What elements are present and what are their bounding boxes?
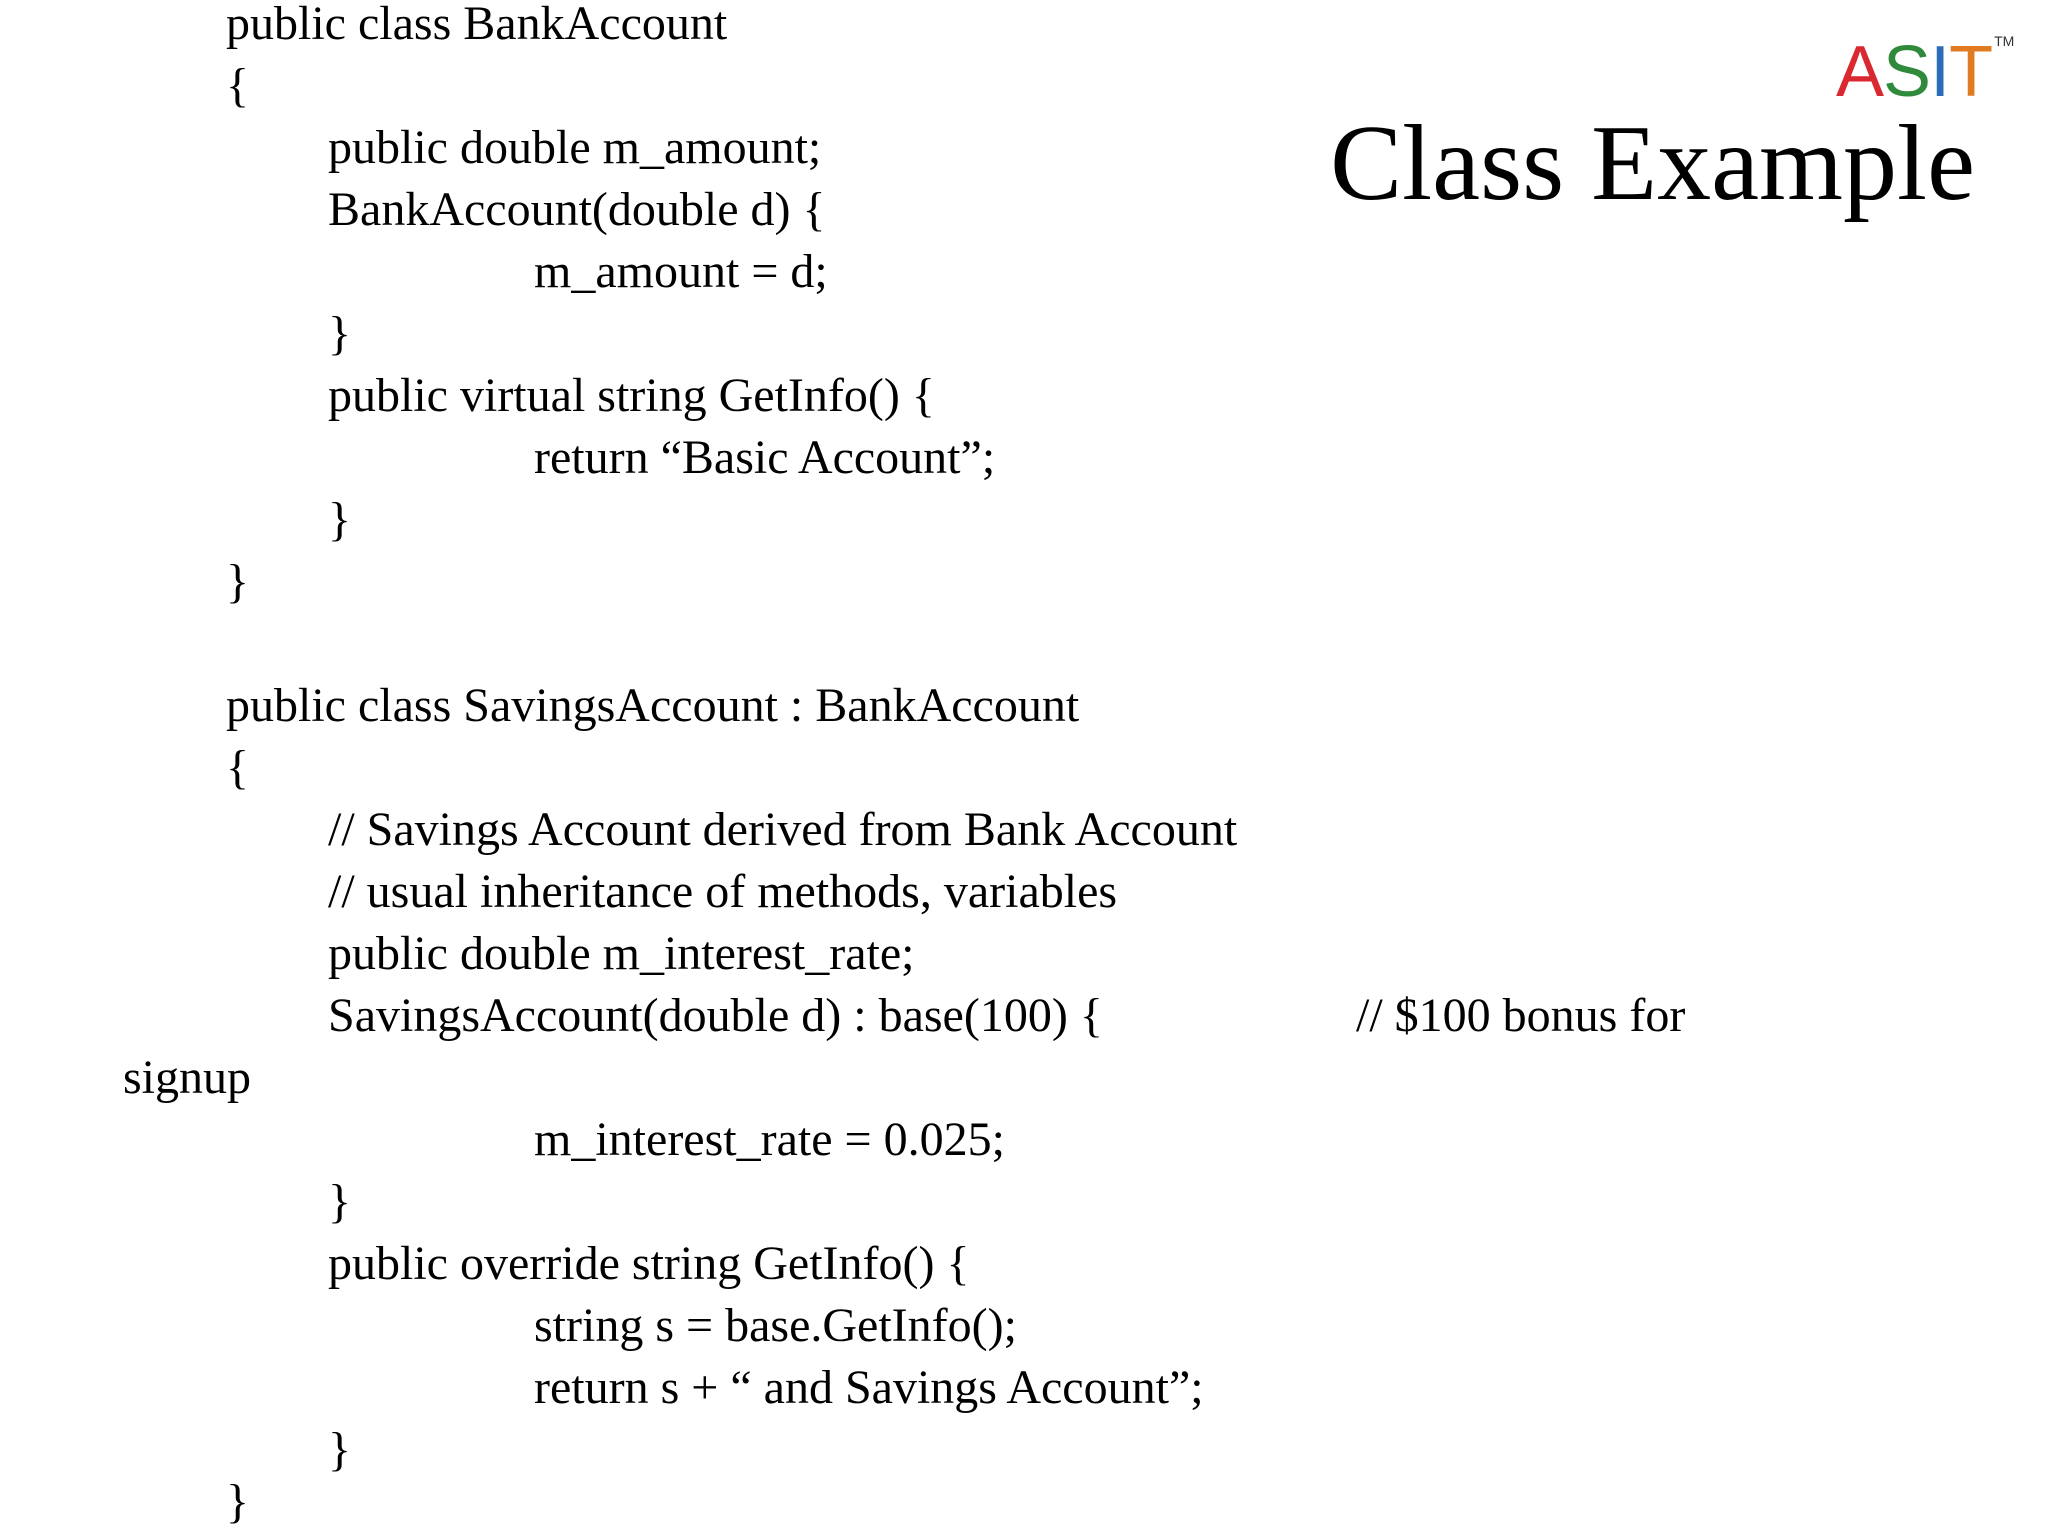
code-line: {	[226, 59, 250, 112]
code-line: {	[226, 741, 250, 794]
code-line: BankAccount(double d) {	[328, 183, 826, 236]
inline-comment: // $100 bonus for	[1356, 989, 1686, 1042]
code-line: public override string GetInfo() {	[328, 1237, 970, 1290]
code-line: public virtual string GetInfo() {	[328, 369, 935, 422]
code-line: }	[328, 493, 352, 546]
code-line: return s + “ and Savings Account”;	[534, 1361, 1204, 1414]
code-line: public class SavingsAccount : BankAccount	[226, 679, 1080, 732]
code-line: public class BankAccount	[226, 0, 728, 50]
code-line: }	[328, 307, 352, 360]
code-line: m_interest_rate = 0.025;	[534, 1113, 1005, 1166]
trademark-mark: TM	[1994, 33, 2015, 49]
asit-logo	[1836, 32, 2015, 112]
code-line: }	[328, 1423, 352, 1476]
code-line: public double m_interest_rate;	[328, 927, 915, 980]
code-line: string s = base.GetInfo();	[534, 1299, 1017, 1352]
code-line: public double m_amount;	[328, 121, 822, 174]
wrapped-comment-text: signup	[123, 1051, 252, 1104]
logo-letter-a: A	[1836, 32, 1884, 112]
logo-letter-i: I	[1930, 32, 1950, 112]
logo-letter-t: T	[1949, 32, 1993, 112]
code-line: }	[226, 555, 250, 608]
logo-letter-s: S	[1883, 32, 1931, 112]
code-line: }	[226, 1475, 250, 1528]
code-comment-line: // usual inheritance of methods, variables	[328, 865, 1118, 918]
code-line: return “Basic Account”;	[534, 431, 996, 484]
code-comment-line: // Savings Account derived from Bank Account	[328, 803, 1238, 856]
code-line: m_amount = d;	[534, 245, 828, 298]
slide-title: Class Example	[1330, 104, 1975, 223]
code-line: SavingsAccount(double d) : base(100) {	[328, 989, 1103, 1042]
code-line: }	[328, 1175, 352, 1228]
